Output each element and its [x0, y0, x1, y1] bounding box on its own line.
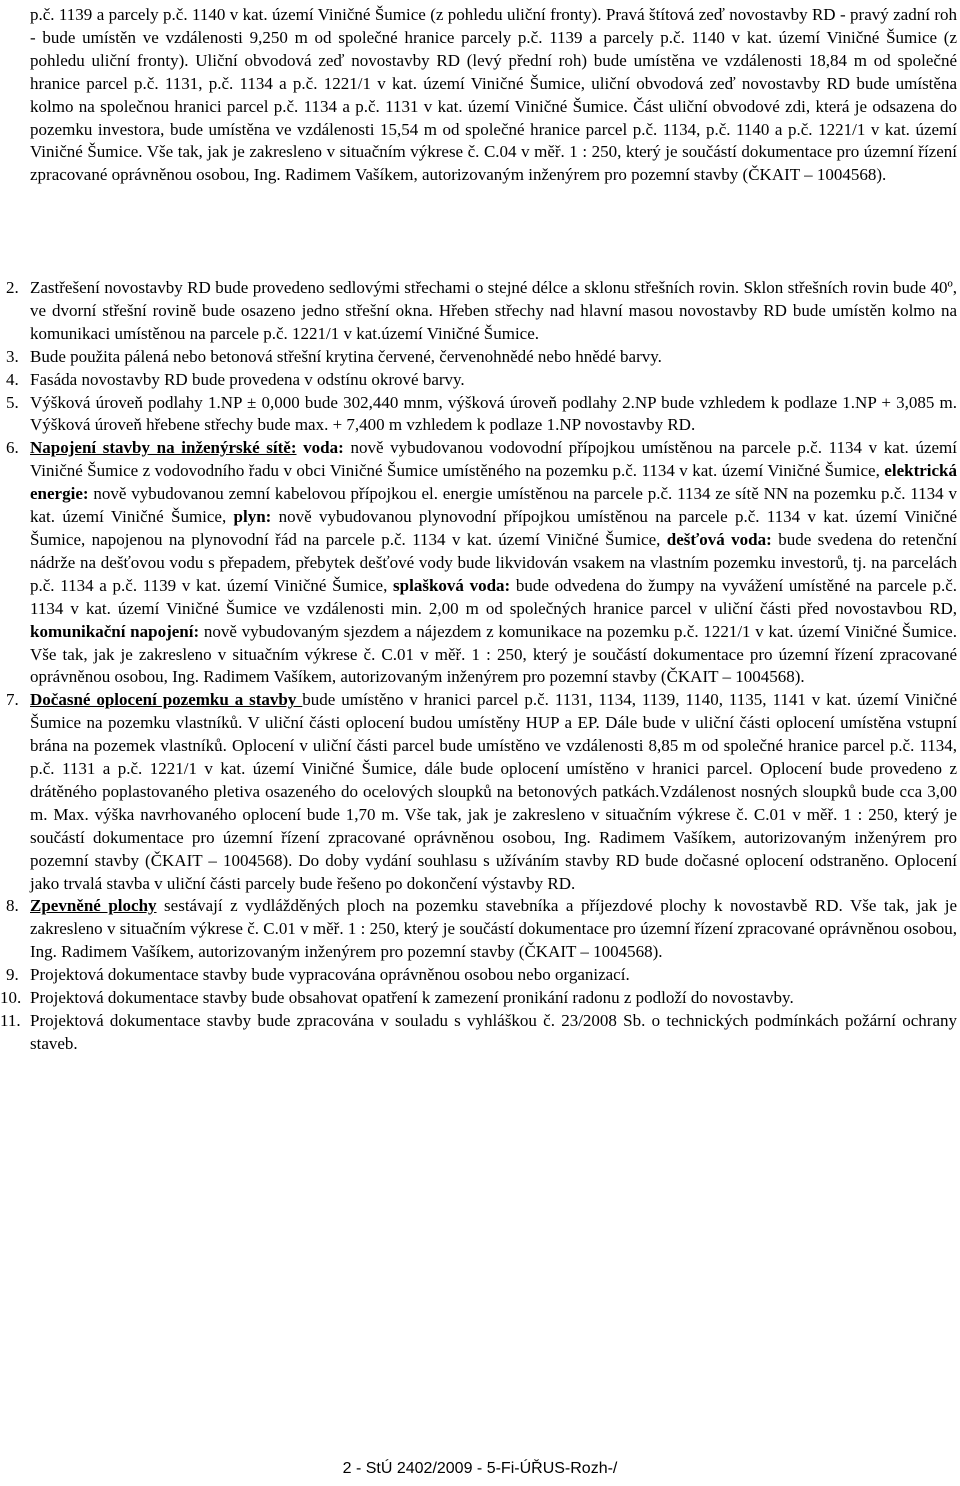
list-item — [0, 1010, 960, 1056]
fencing-text: bude umístěno v hranici parcel p.č. 1131, 1134, 1139, 1140, 1135, 1141 v kat. území Viničné Šumice na pozemku vlastníků. V uliční části oplocení budou umístěny HUP a EP. Dále bude v uliční části oplocení umístěna vstupní brána na pozemek vlastníků. Oplocení v uliční části parcel bude umístěno ve vzdálenosti 8,85 m od společné hranice parcel p.č. 1134, p.č. 1131 a p.č. 1221/1 v kat. území Viničné Šumice, dále bude oplocení umístěno v hranici parcel. Oplocení bude provedeno z drátěného poplastovaného pletiva osazeného do ocelových sloupků na betonových patkách.Vzdálenost nosných sloupků bude cca 3,00 m. Max. výška navrhovaného oplocení bude 1,70 m. Vše tak, jak je zakresleno v situačním výkrese č. C.01 v měř. 1 : 250, který je součástí dokumentace pro územní řízení zpracované oprávněnou osobou, Ing. Radimem Vašíkem, autorizovaným inženýrem pro pozemní stavby (ČKAIT – 1004568). Do doby vydání souhlasu s užíváním stavby RD bude dočasné oplocení odstraněno. Oplocení jako trvalá stavba v uliční části parcely bude řešeno po dokončení výstavby RD. — [30, 690, 957, 893]
water-text: nově vybudovanou vodovodní přípojkou umístěnou na parcele p.č. 1134 v kat. území Viničné Šumice z vodovodního řadu v obci Viničné Šumice umístěného na pozemku p.č. 1134 v kat. území Viničné Šumice, — [30, 438, 957, 481]
fencing-heading: Dočasné oplocení pozemku a stavby — [30, 690, 303, 710]
item-number: 8. — [6, 896, 19, 916]
item-text: Projektová dokumentace stavby bude zpracována v souladu s vyhláškou č. 23/2008 Sb. o technických podmínkách požární ochrany staveb. — [30, 1011, 957, 1053]
list-item — [0, 895, 960, 964]
electricity-text: nově vybudovanou zemní kabelovou přípojkou el. energie umístěnou na parcele p.č. 1134 ze sítě NN na pozemku p.č. 1134 v kat. území Viničné Šumice, — [30, 484, 957, 527]
item-text: Projektová dokumentace stavby bude obsahovat opatření k zamezení pronikání radonu z podloží do novostavby. — [30, 988, 794, 1008]
item-number: 7. — [6, 690, 19, 710]
item-number: 10. — [0, 988, 22, 1008]
utilities-heading: Napojení stavby na inženýrské sítě: — [30, 438, 297, 458]
page-footer: 2 - StÚ 2402/2009 - 5-Fi-ÚŘUS-Rozh-/ — [342, 1460, 618, 1477]
item-number: 11. — [0, 1011, 21, 1030]
item-text: Zastřešení novostavby RD bude provedeno sedlovými střechami o stejné délce a sklonu střešních rovin. Sklon střešních rovin bude 40º, ve dvorní střešní rovině bude osazeno jedno střešní okna. Hřeben střechy nad hlavní masou novostavby RD bude umístěn kolmo na komunikaci umístěnou na parcele p.č. 1221/1 v kat.území Viničné Šumice. — [30, 278, 957, 343]
list-item — [0, 277, 960, 346]
list-item — [0, 964, 960, 987]
sewage-text: bude odvedena do žumpy na vyvážení umístěné na parcele p.č. 1134 v kat. území Viničné Šumice ve vzdálenosti min. 2,00 m od společných hranice parcel v uliční části před novostavbou RD, — [30, 575, 957, 618]
item-text: Výšková úroveň podlahy 1.NP ± 0,000 bude 302,440 mnm, výšková úroveň podlahy 2.NP bude vzhledem k podlaze 1.NP + 3,085 m. Výšková úroveň hřebene střechy bude max. + 7,400 m vzhledem k podlaze 1.NP novostavby RD. — [30, 392, 957, 435]
item-number: 9. — [6, 965, 19, 985]
intro-paragraph: p.č. 1139 a parcely p.č. 1140 v kat. území Viničné Šumice (z pohledu uliční fronty). Pravá štítová zeď novostavby RD - pravý zadní roh - bude umístěn ve vzdálenosti 9,250 m od společné hranice parcely p.č. 1139 a parcely p.č. 1140 v kat. území Viničné Šumice (z pohledu uliční fronty). Uliční obvodová zeď novostavby RD (levý přední roh) bude umístěna ve vzdálenosti 18,84 m od společné hranice parcel p.č. 1131, p.č. 1134 a p.č. 1221/1 v kat. území Viničné Šumice, uliční obvodová zeď novostavby RD bude umístěna kolmo na společnou hranici parcel p.č. 1134 a p.č. 1131 v kat. území Viničné Šumice. Část uliční obvodové zdi, která je odsazena do pozemku investora, bude umístěna ve vzdálenosti 15,54 m od společné hranice parcel p.č. 1134, p.č. 1140 a p.č. 1221/1 v kat. území Viničné Šumice. Vše tak, jak je zakresleno v situačním výkrese č. C.04 v měř. 1 : 250, který je součástí dokumentace pro územní řízení zpracované oprávněnou osobou, Ing. Radimem Vašíkem, autorizovaným inženýrem pro pozemní stavby (ČKAIT – 1004568). — [30, 5, 957, 185]
conditions-list — [0, 277, 960, 1056]
list-item — [0, 369, 960, 392]
gas-text: nově vybudovanou plynovodní přípojkou umístěnou na parcele p.č. 1134 v kat. území Viničné Šumice, napojenou na plynovodní řád na parcele p.č. 1134 v kat. území Viničné Šumice, — [30, 507, 957, 549]
list-item — [0, 392, 960, 438]
water-label: voda: — [303, 438, 344, 458]
sewage-label: splašková voda: — [393, 575, 511, 595]
item-number: 5. — [6, 392, 19, 412]
access-text: nově vybudovaným sjezdem a nájezdem z komunikace na pozemku p.č. 1221/1 v kat. území Viničné Šumice. Vše tak, jak je zakresleno v situačním výkrese č. C.01 v měř. 1 : 250, který je součástí dokumentace pro územní řízení zpracované oprávněnou osobou, Ing. Radimem Vašíkem, autorizovaným inženýrem pro pozemní stavby (ČKAIT – 1004568). — [30, 621, 957, 687]
gas-label: plyn: — [233, 507, 272, 527]
rainwater-label: dešťová voda: — [666, 529, 772, 549]
list-item — [0, 437, 960, 689]
list-item — [0, 689, 960, 895]
item-number: 2. — [6, 278, 19, 297]
item-number: 3. — [6, 346, 19, 366]
item-text: Projektová dokumentace stavby bude vypracována oprávněnou osobou nebo organizací. — [30, 965, 630, 985]
list-item — [0, 346, 960, 369]
paved-areas-text: sestávají z vydlážděných ploch na pozemku stavebníka a příjezdové plochy k novostavbě RD. Vše tak, jak je zakresleno v situačním výkrese č. C.01 v měř. 1 : 250, který je součástí dokumentace pro územní řízení zpracované oprávněnou osobou, Ing. Radimem Vašíkem, autorizovaným inženýrem pro pozemní stavby (ČKAIT – 1004568). — [30, 896, 957, 962]
list-item — [0, 987, 960, 1010]
electricity-label: elektrická energie: — [30, 461, 957, 504]
item-text — [30, 895, 957, 964]
item-number: 4. — [6, 369, 19, 389]
item-text — [30, 689, 957, 895]
item-text: Fasáda novostavby RD bude provedena v odstínu okrové barvy. — [30, 369, 465, 389]
access-label: komunikační napojení: — [30, 621, 200, 641]
item-number: 6. — [6, 438, 19, 458]
item-text: Bude použita pálená nebo betonová střešní krytina červené, červenohnědé nebo hnědé barvy. — [30, 346, 662, 366]
item-text — [30, 437, 957, 689]
paved-areas-heading: Zpevněné plochy — [30, 896, 157, 916]
rainwater-text: bude svedena do retenční nádrže na dešťovou vodu s přepadem, přebytek dešťové vody bude likvidován vsakem na vlastním pozemku investorů, tj. na parcelách p.č. 1134 a p.č. 1139 v kat. území Viničné Šumice, — [30, 529, 957, 595]
